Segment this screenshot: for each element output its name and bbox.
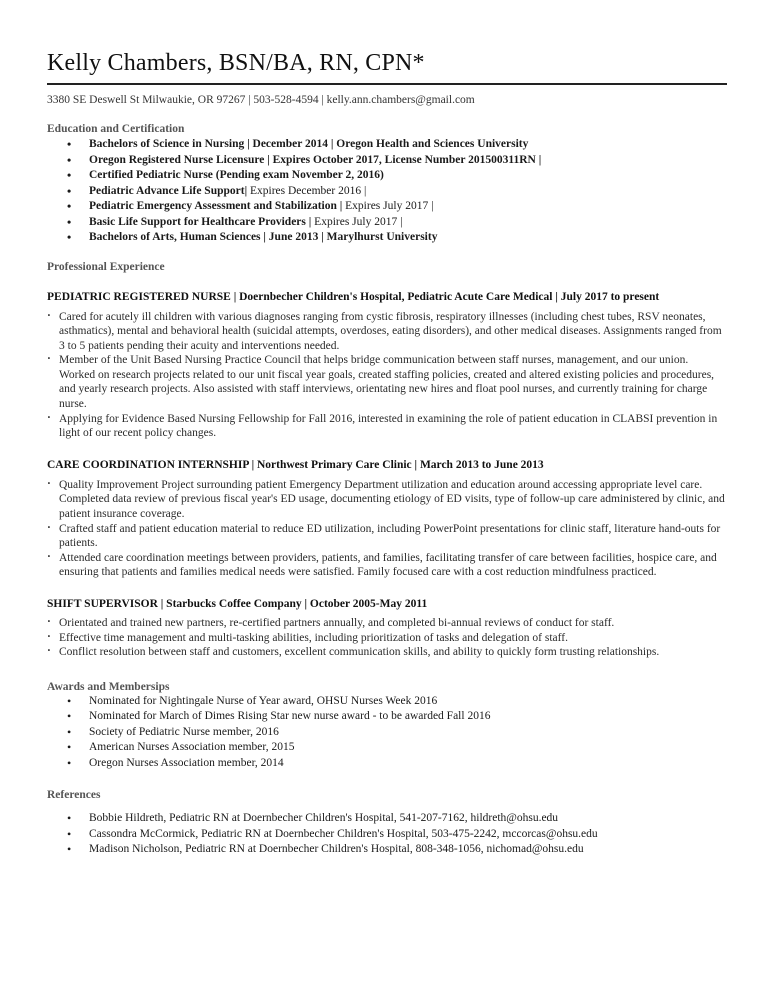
education-heading: Education and Certification (47, 123, 185, 135)
job-title: PEDIATRIC REGISTERED NURSE | Doernbecher Children's Hospital, Pediatric Acute Care Medical | July 2017 to present (47, 290, 660, 303)
reference-item: • Cassondra McCormick, Pediatric RN at Doernbecher Children's Hospital, 503-475-2242, mccorcas@ohsu.edu (67, 827, 727, 843)
job-duty: · Member of the Unit Based Nursing Practice Council that helps bridge communication between staff nurses, management, and our union. Worked on research projects related to our unit fiscal year goals, created staffing policies, created and altered existing policies and procedures, and yearly research projects. Also assisted with staff interviews, orientating new hires and float pool nurses, and currently training for charge nurse. (47, 353, 727, 411)
education-item: • Bachelors of Science in Nursing | December 2014 | Oregon Health and Sciences University (67, 137, 727, 153)
job-duty: · Effective time management and multi-tasking abilities, including prioritization of tasks and delegation of staff. (47, 631, 727, 646)
job-duties (47, 478, 727, 580)
award-item: • Society of Pediatric Nurse member, 2016 (67, 725, 727, 741)
reference-item: • Bobbie Hildreth, Pediatric RN at Doernbecher Children's Hospital, 541-207-7162, hildreth@ohsu.edu (67, 811, 727, 827)
job-duty: · Quality Improvement Project surrounding patient Emergency Department utilization and education around accessing appropriate level care. Completed data review of previous fiscal year's ED usage, documenting etiology of ED visits, type of follow-up care administered by clinic, and patient insurance coverage. (47, 478, 727, 522)
job-duty: · Conflict resolution between staff and customers, excellent communication skills, and ability to quickly form trusting relationships. (47, 645, 727, 660)
award-item: • Nominated for Nightingale Nurse of Year award, OHSU Nurses Week 2016 (67, 694, 727, 710)
awards-list (47, 694, 727, 772)
header-divider (47, 83, 727, 85)
job-duties (47, 616, 727, 660)
education-item: • Basic Life Support for Healthcare Providers | Expires July 2017 | (67, 215, 727, 231)
job-duty: · Crafted staff and patient education material to reduce ED utilization, including PowerPoint presentations for clinic staff, literature hand-outs for patients. (47, 522, 727, 551)
education-item: • Pediatric Emergency Assessment and Stabilization | Expires July 2017 | (67, 199, 727, 215)
education-item: • Certified Pediatric Nurse (Pending exam November 2, 2016) (67, 168, 727, 184)
references-list (47, 811, 727, 858)
resume-name: Kelly Chambers, BSN/BA, RN, CPN* (47, 50, 425, 76)
reference-item: • Madison Nicholson, Pediatric RN at Doernbecher Children's Hospital, 808-348-1056, nichomad@ohsu.edu (67, 842, 727, 858)
education-list (47, 137, 727, 246)
education-item: • Oregon Registered Nurse Licensure | Expires October 2017, License Number 201500311RN | (67, 153, 727, 169)
job-duty: · Attended care coordination meetings between providers, patients, and families, facilitating transfer of care between facilities, hospice care, and ensuring that patients and families medical needs were satisfied. Family focused care with a cost reduction mindfulness practiced. (47, 551, 727, 580)
job-duty: · Applying for Evidence Based Nursing Fellowship for Fall 2016, interested in examining the role of patient education in CLABSI prevention in light of our recent policy changes. (47, 412, 727, 441)
award-item: • Oregon Nurses Association member, 2014 (67, 756, 727, 772)
resume-page (47, 0, 727, 858)
education-item: • Bachelors of Arts, Human Sciences | June 2013 | Marylhurst University (67, 230, 727, 246)
contact-line: 3380 SE Deswell St Milwaukie, OR 97267 | 503-528-4594 | kelly.ann.chambers@gmail.com (47, 94, 475, 106)
award-item: • Nominated for March of Dimes Rising Star new nurse award - to be awarded Fall 2016 (67, 709, 727, 725)
job-title: SHIFT SUPERVISOR | Starbucks Coffee Company | October 2005-May 2011 (47, 598, 428, 610)
job-duties (47, 310, 727, 441)
references-heading: References (47, 789, 101, 802)
job-title: CARE COORDINATION INTERNSHIP | Northwest Primary Care Clinic | March 2013 to June 2013 (47, 458, 544, 471)
job-duty: · Orientated and trained new partners, re-certified partners annually, and completed bi-annual reviews of conduct for staff. (47, 616, 727, 631)
award-item: • American Nurses Association member, 2015 (67, 740, 727, 756)
experience-heading: Professional Experience (47, 260, 165, 273)
job-duty: · Cared for acutely ill children with various diagnoses ranging from cystic fibrosis, respiratory illnesses (including chest tubes, RSV neonates, asthmatics), mental and behavioral health (suicidal attempts, overdoses, eating disorders), and other medical diseases. Assignments ranged from 3 to 5 patients pending their acuity and interventions needed. (47, 310, 727, 354)
awards-heading: Awards and Membersips (47, 680, 170, 693)
education-item: • Pediatric Advance Life Support| Expires December 2016 | (67, 184, 727, 200)
